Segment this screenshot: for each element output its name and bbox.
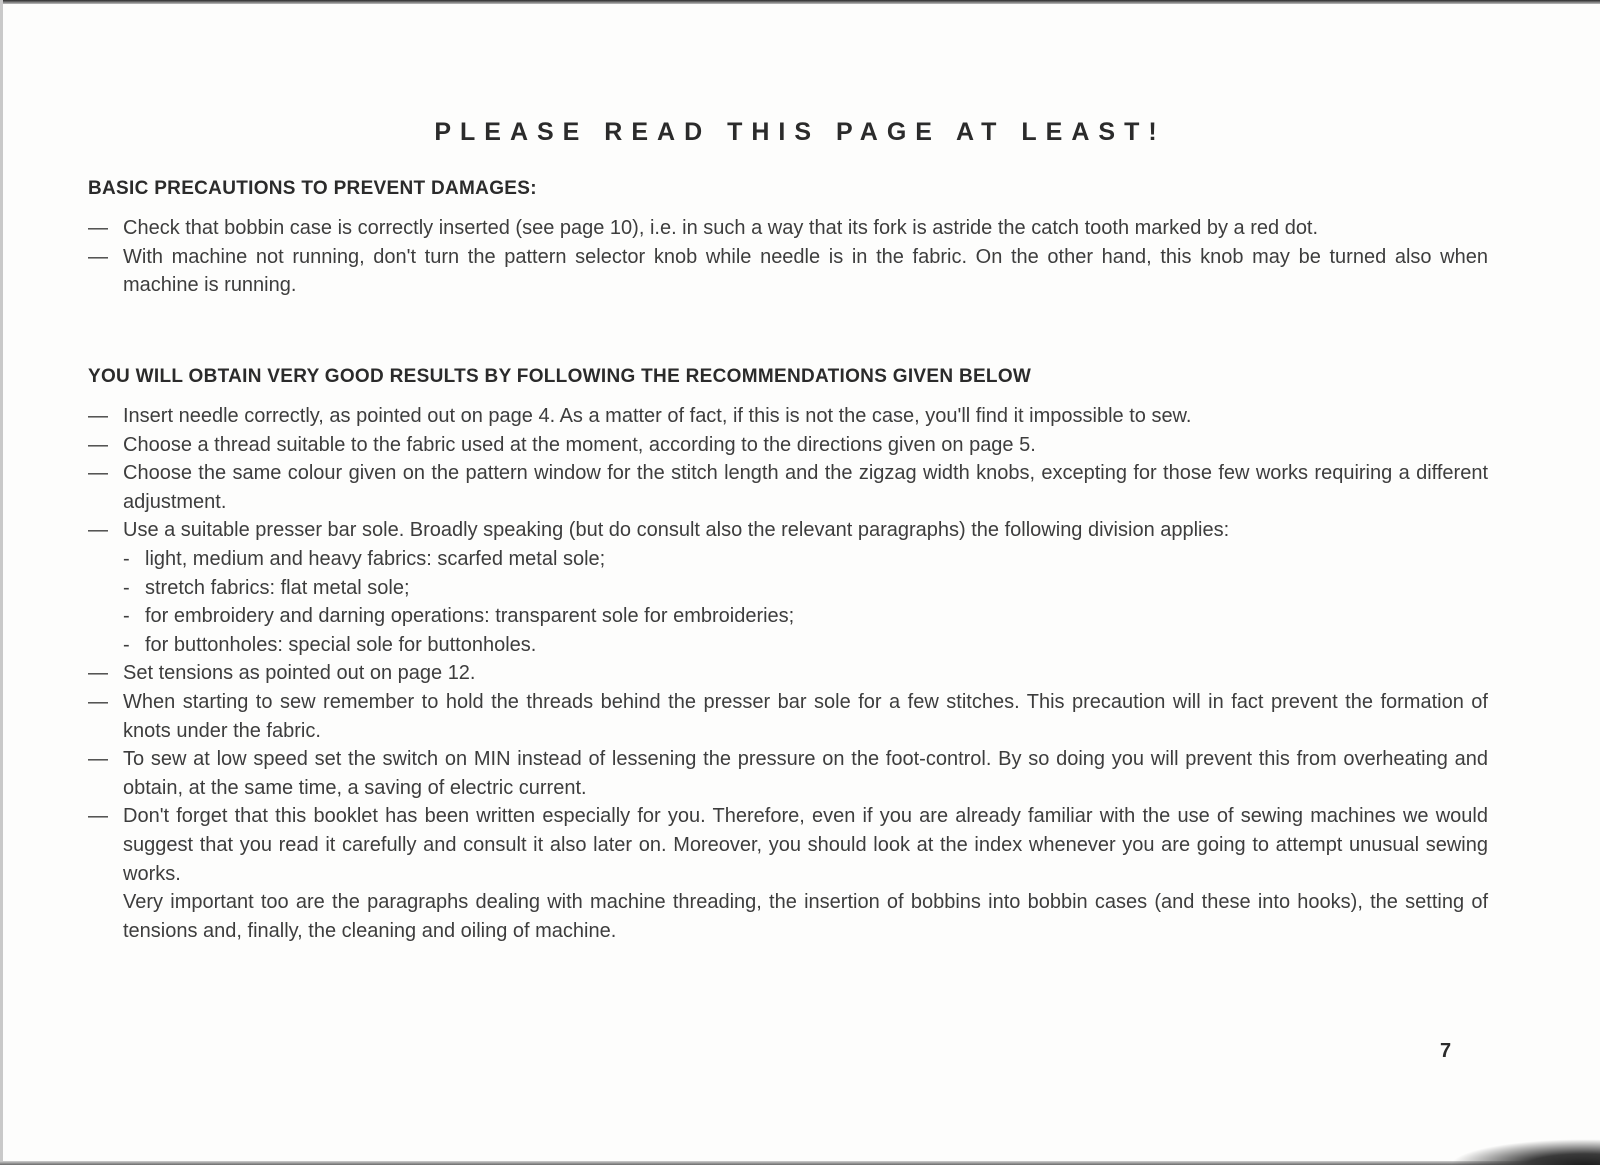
sub-item-text: for buttonholes: special sole for buttonholes. — [145, 633, 537, 656]
sub-list-item — [88, 574, 1488, 603]
page-left-edge — [0, 0, 3, 1165]
list-item-text: Don't forget that this booklet has been written especially for you. Therefore, even if you are already familiar with the use of sewing machines we would suggest that you read it carefully and consult it also later on. Moreover, you should look at the index whenever you are going to attempt unusual sewing works. — [123, 805, 1488, 885]
page-title: PLEASE READ THIS PAGE AT LEAST! — [434, 118, 1166, 146]
dash-bullet: — — [88, 519, 108, 542]
list-item-text: Choose a thread suitable to the fabric used at the moment, according to the directions given on page 5. — [123, 433, 1036, 456]
closing-paragraph: Very important too are the paragraphs dealing with machine threading, the insertion of bobbins into bobbin cases (and these into hooks), the setting of tensions and, finally, the cleaning and oiling of machine. — [123, 891, 1488, 942]
sub-item-text: light, medium and heavy fabrics: scarfed metal sole; — [145, 547, 606, 570]
page-number: 7 — [1440, 1040, 1452, 1062]
list-item — [88, 516, 1488, 545]
sub-bullet: - — [123, 633, 130, 656]
dash-bullet: — — [88, 805, 108, 828]
list-item — [88, 459, 1488, 516]
recommendations-list — [88, 402, 1488, 945]
list-item-text: Insert needle correctly, as pointed out on page 4. As a matter of fact, if this is not the case, you'll find it impossible to sew. — [123, 405, 1192, 427]
list-item — [88, 745, 1488, 802]
dash-bullet: — — [88, 690, 108, 713]
list-item-text: Use a suitable presser bar sole. Broadly speaking (but do consult also the relevant paragraphs) the following division applies: — [123, 519, 1230, 542]
sub-bullet: - — [123, 605, 130, 628]
list-item-text: With machine not running, don't turn the pattern selector knob while needle is in the fabric. On the other hand, this knob may be turned also when machine is running. — [123, 245, 1488, 297]
list-item-text: Check that bobbin case is correctly inserted (see page 10), i.e. in such a way that its fork is astride the catch tooth marked by a red dot. — [123, 217, 1319, 239]
precautions-list — [88, 214, 1488, 300]
sub-item-text: for embroidery and darning operations: transparent sole for embroideries; — [145, 605, 795, 628]
list-item — [88, 688, 1488, 745]
dash-bullet: — — [88, 462, 108, 485]
dash-bullet: — — [88, 662, 108, 685]
section-heading-recommendations: YOU WILL OBTAIN VERY GOOD RESULTS BY FOLLOWING THE RECOMMENDATIONS GIVEN BELOW — [88, 366, 1032, 387]
list-item-text: Choose the same colour given on the pattern window for the stitch length and the zigzag width knobs, excepting for those few works requiring a different adjustment. — [123, 462, 1488, 513]
list-item-text: Set tensions as pointed out on page 12. — [123, 662, 476, 685]
list-item-text: When starting to sew remember to hold the threads behind the presser bar sole for a few stitches. This precaution will in fact prevent the formation of knots under the fabric. — [123, 690, 1488, 742]
page-bottom-edge — [0, 1161, 1600, 1165]
sub-bullet: - — [123, 547, 130, 570]
sub-list-item — [88, 631, 1488, 660]
list-item — [88, 802, 1488, 888]
list-item — [88, 431, 1488, 460]
sub-list-item — [88, 545, 1488, 574]
dash-bullet: — — [88, 748, 108, 771]
list-item — [88, 214, 1488, 243]
list-item — [88, 243, 1488, 300]
dash-bullet: — — [88, 405, 108, 427]
page-top-edge — [0, 0, 1600, 4]
corner-smudge — [1450, 1139, 1600, 1165]
sub-bullet: - — [123, 576, 130, 599]
sub-item-text: stretch fabrics: flat metal sole; — [145, 576, 410, 599]
dash-bullet: — — [88, 245, 108, 268]
dash-bullet: — — [88, 433, 108, 456]
list-item-text: To sew at low speed set the switch on MIN instead of lessening the pressure on the foot-control. By so doing you will prevent this from overheating and obtain, at the same time, a saving of electric current. — [123, 748, 1488, 799]
section-heading-precautions: BASIC PRECAUTIONS TO PREVENT DAMAGES: — [88, 178, 537, 199]
dash-bullet: — — [88, 217, 108, 239]
list-item — [88, 659, 1488, 688]
list-item — [88, 402, 1488, 431]
sub-list-item — [88, 602, 1488, 631]
